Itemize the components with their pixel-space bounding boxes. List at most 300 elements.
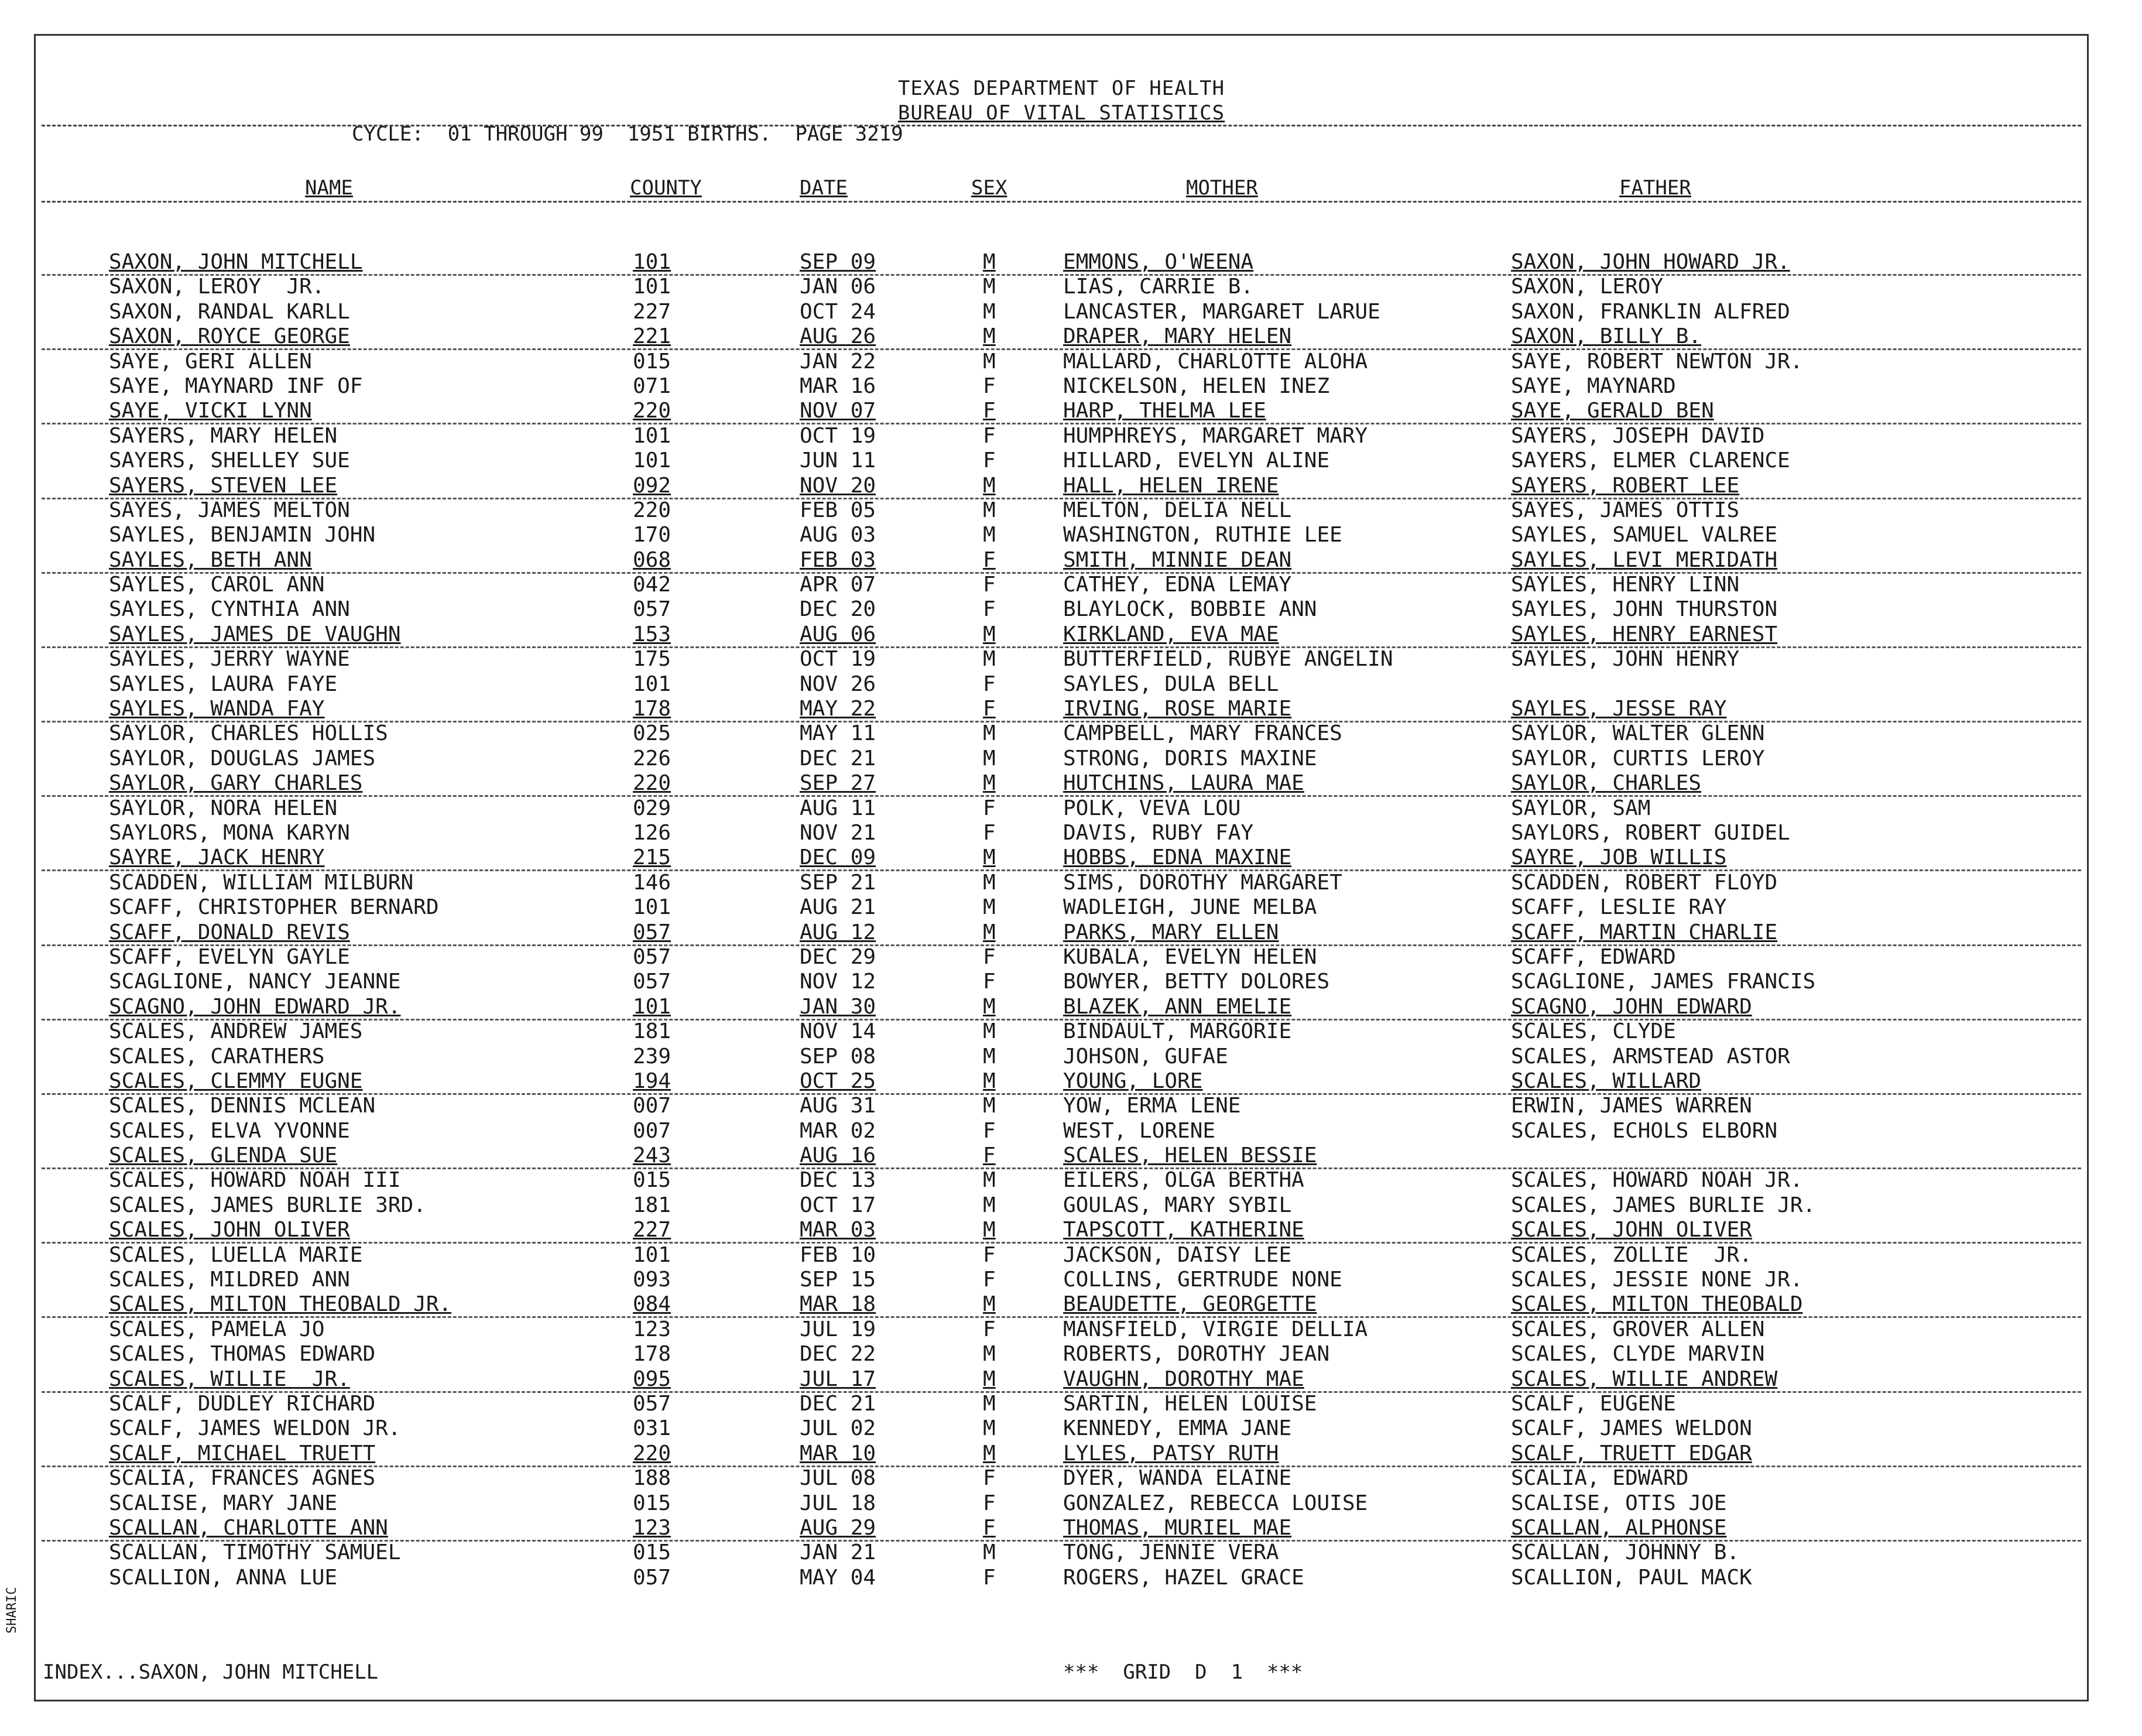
cell-name: SAYERS, SHELLEY SUE <box>109 448 350 473</box>
cell-name: SAYLOR, DOUGLAS JAMES <box>109 746 376 771</box>
table-row <box>36 771 2087 795</box>
cell-father: SAYE, ROBERT NEWTON JR. <box>1511 349 1803 374</box>
cell-mother: THOMAS, MURIEL MAE <box>1063 1515 1292 1540</box>
cell-county: 178 <box>633 697 671 721</box>
cell-father: SAXON, LEROY <box>1511 275 1664 299</box>
cell-father: SCAGLIONE, JAMES FRANCIS <box>1511 970 1816 994</box>
cell-sex: M <box>983 324 996 349</box>
cell-county: 101 <box>633 423 671 448</box>
cycle-line: CYCLE: 01 THROUGH 99 1951 BIRTHS. PAGE 3219 <box>352 122 903 146</box>
cell-date: SEP 27 <box>800 771 876 796</box>
cell-sex: F <box>983 1268 996 1292</box>
cell-sex: M <box>983 1069 996 1093</box>
table-row <box>36 1217 2087 1242</box>
cell-mother: CAMPBELL, MARY FRANCES <box>1063 721 1342 746</box>
cell-sex: F <box>983 1143 996 1168</box>
cell-date: DEC 29 <box>800 944 876 969</box>
cell-sex: F <box>983 1491 996 1515</box>
table-row <box>36 448 2087 472</box>
table-row <box>36 895 2087 919</box>
cell-date: NOV 20 <box>800 473 876 498</box>
cell-father: SCALF, TRUETT EDGAR <box>1511 1441 1752 1466</box>
cell-sex: M <box>983 771 996 796</box>
cell-county: 227 <box>633 299 671 324</box>
cell-sex: M <box>983 1292 996 1317</box>
cell-sex: M <box>983 1168 996 1193</box>
cell-sex: F <box>983 820 996 845</box>
cell-name: SCAGLIONE, NANCY JEANNE <box>109 970 401 994</box>
table-row <box>36 1044 2087 1069</box>
cell-father: ERWIN, JAMES WARREN <box>1511 1094 1752 1118</box>
cell-mother: SCALES, HELEN BESSIE <box>1063 1143 1317 1168</box>
cell-sex: F <box>983 970 996 994</box>
cell-name: SCALES, ELVA YVONNE <box>109 1118 350 1143</box>
cell-date: OCT 19 <box>800 423 876 448</box>
cell-name: SCALES, MILTON THEOBALD JR. <box>109 1292 452 1317</box>
cell-county: 101 <box>633 994 671 1019</box>
cell-father: SAYLES, SAMUEL VALREE <box>1511 523 1778 547</box>
cell-name: SAYLES, LAURA FAYE <box>109 672 338 696</box>
cell-father: SAYLOR, CHARLES <box>1511 771 1702 796</box>
cell-name: SAYLES, CAROL ANN <box>109 573 325 597</box>
cell-date: JUN 11 <box>800 448 876 473</box>
cell-county: 084 <box>633 1292 671 1317</box>
agency-title: TEXAS DEPARTMENT OF HEALTH <box>897 77 1225 100</box>
cell-sex: F <box>983 573 996 597</box>
cell-sex: M <box>983 870 996 895</box>
table-row <box>36 969 2087 994</box>
cell-county: 057 <box>633 944 671 969</box>
table-row <box>36 1367 2087 1391</box>
cell-father: SAXON, FRANKLIN ALFRED <box>1511 299 1790 324</box>
cell-date: AUG 11 <box>800 796 876 820</box>
cell-sex: M <box>983 1094 996 1118</box>
cell-sex: M <box>983 498 996 522</box>
cell-name: SAYLES, BENJAMIN JOHN <box>109 523 376 547</box>
cell-date: DEC 21 <box>800 746 876 771</box>
cell-name: SAYLOR, NORA HELEN <box>109 796 338 820</box>
cell-father: SAYERS, ROBERT LEE <box>1511 473 1740 498</box>
column-header-divider <box>42 201 2081 203</box>
header-divider <box>42 125 2081 126</box>
column-header-father: FATHER <box>1619 176 1691 200</box>
cell-father: SAYLOR, WALTER GLENN <box>1511 721 1765 746</box>
table-row <box>36 597 2087 621</box>
table-row <box>36 746 2087 771</box>
cell-date: OCT 24 <box>800 299 876 324</box>
cell-county: 071 <box>633 374 671 398</box>
cell-name: SCALES, GLENDA SUE <box>109 1143 338 1168</box>
cell-father: SCALF, JAMES WELDON <box>1511 1416 1752 1441</box>
table-row <box>36 1118 2087 1143</box>
cell-county: 029 <box>633 796 671 820</box>
table-row <box>36 1167 2087 1192</box>
cell-mother: WEST, LORENE <box>1063 1118 1216 1143</box>
cell-mother: SMITH, MINNIE DEAN <box>1063 547 1292 572</box>
cell-county: 239 <box>633 1044 671 1069</box>
cell-county: 015 <box>633 1168 671 1193</box>
cell-mother: STRONG, DORIS MAXINE <box>1063 746 1317 771</box>
cell-county: 146 <box>633 870 671 895</box>
table-row <box>36 1416 2087 1440</box>
cell-sex: F <box>983 1565 996 1590</box>
cell-mother: KENNEDY, EMMA JANE <box>1063 1416 1292 1441</box>
cell-father: SCALIA, EDWARD <box>1511 1466 1689 1491</box>
cell-father: SCALES, ZOLLIE JR. <box>1511 1242 1752 1267</box>
cell-date: NOV 07 <box>800 399 876 423</box>
cell-mother: GONZALEZ, REBECCA LOUISE <box>1063 1491 1368 1515</box>
cell-county: 057 <box>633 1391 671 1416</box>
cell-mother: LIAS, CARRIE B. <box>1063 275 1254 299</box>
cell-sex: F <box>983 1317 996 1341</box>
cell-sex: M <box>983 1019 996 1044</box>
cell-sex: M <box>983 647 996 672</box>
cell-date: AUG 06 <box>800 622 876 646</box>
cell-mother: HALL, HELEN IRENE <box>1063 473 1279 498</box>
cell-mother: COLLINS, GERTRUDE NONE <box>1063 1268 1342 1292</box>
cell-county: 068 <box>633 547 671 572</box>
cell-county: 031 <box>633 1416 671 1441</box>
table-row <box>36 1466 2087 1490</box>
column-header-date: DATE <box>800 176 848 200</box>
table-row <box>36 646 2087 671</box>
cell-mother: GOULAS, MARY SYBIL <box>1063 1193 1292 1217</box>
cell-sex: M <box>983 1044 996 1069</box>
table-row <box>36 920 2087 944</box>
table-row <box>36 721 2087 745</box>
grid-footer: *** GRID D 1 *** <box>1063 1660 1303 1684</box>
cell-date: MAR 02 <box>800 1118 876 1143</box>
cell-name: SAXON, RANDAL KARLL <box>109 299 350 324</box>
cell-name: SAYLES, JAMES DE VAUGHN <box>109 622 401 646</box>
column-header-mother: MOTHER <box>1186 176 1258 200</box>
cell-sex: M <box>983 920 996 944</box>
table-row <box>36 1391 2087 1416</box>
cell-sex: M <box>983 299 996 324</box>
cell-sex: F <box>983 547 996 572</box>
cell-name: SAYLES, WANDA FAY <box>109 697 325 721</box>
cell-mother: HUMPHREYS, MARGARET MARY <box>1063 423 1368 448</box>
cell-mother: LANCASTER, MARGARET LARUE <box>1063 299 1380 324</box>
cell-county: 101 <box>633 1242 671 1267</box>
cell-name: SCALF, DUDLEY RICHARD <box>109 1391 376 1416</box>
cell-date: DEC 21 <box>800 1391 876 1416</box>
cell-county: 181 <box>633 1019 671 1044</box>
cell-date: FEB 10 <box>800 1242 876 1267</box>
table-row <box>36 498 2087 522</box>
cell-date: JUL 18 <box>800 1491 876 1515</box>
cell-sex: M <box>983 1416 996 1441</box>
table-row <box>36 1341 2087 1366</box>
cell-sex: M <box>983 1342 996 1367</box>
cell-name: SCALES, CARATHERS <box>109 1044 325 1069</box>
cell-county: 101 <box>633 672 671 696</box>
cell-sex: M <box>983 1367 996 1391</box>
cell-sex: F <box>983 796 996 820</box>
cell-mother: DYER, WANDA ELAINE <box>1063 1466 1292 1491</box>
table-row <box>36 820 2087 845</box>
cell-name: SAXON, JOHN MITCHELL <box>109 250 363 274</box>
table-row <box>36 1515 2087 1540</box>
cell-sex: M <box>983 349 996 374</box>
cell-sex: M <box>983 1218 996 1242</box>
cell-mother: BUTTERFIELD, RUBYE ANGELIN <box>1063 647 1393 672</box>
cell-mother: YOUNG, LORE <box>1063 1069 1203 1093</box>
cell-sex: M <box>983 895 996 920</box>
cell-mother: HARP, THELMA LEE <box>1063 399 1266 423</box>
cell-sex: F <box>983 672 996 696</box>
cell-mother: BEAUDETTE, GEORGETTE <box>1063 1292 1317 1317</box>
cell-father: SAYE, MAYNARD <box>1511 374 1676 398</box>
cell-sex: M <box>983 1540 996 1565</box>
cell-name: SCALES, HOWARD NOAH III <box>109 1168 401 1193</box>
cell-name: SCALF, MICHAEL TRUETT <box>109 1441 376 1466</box>
cell-date: OCT 19 <box>800 647 876 672</box>
cell-sex: M <box>983 1441 996 1466</box>
cell-sex: M <box>983 622 996 646</box>
table-row <box>36 1441 2087 1466</box>
table-row <box>36 473 2087 498</box>
cell-mother: KUBALA, EVELYN HELEN <box>1063 944 1317 969</box>
cell-name: SCALES, ANDREW JAMES <box>109 1019 363 1044</box>
cell-county: 015 <box>633 1540 671 1565</box>
cell-father: SCALES, MILTON THEOBALD <box>1511 1292 1803 1317</box>
table-row <box>36 572 2087 597</box>
cell-name: SCALES, DENNIS MCLEAN <box>109 1094 376 1118</box>
cell-date: JAN 21 <box>800 1540 876 1565</box>
cell-county: 194 <box>633 1069 671 1093</box>
cell-county: 226 <box>633 746 671 771</box>
cell-mother: TONG, JENNIE VERA <box>1063 1540 1279 1565</box>
cell-county: 095 <box>633 1367 671 1391</box>
cell-father: SCALES, CLYDE MARVIN <box>1511 1342 1765 1367</box>
cell-father: SAYRE, JOB WILLIS <box>1511 845 1727 870</box>
cell-county: 101 <box>633 275 671 299</box>
cell-name: SCAGNO, JOHN EDWARD JR. <box>109 994 401 1019</box>
cell-date: JAN 22 <box>800 349 876 374</box>
cell-date: DEC 22 <box>800 1342 876 1367</box>
cell-date: JUL 08 <box>800 1466 876 1491</box>
cell-county: 101 <box>633 250 671 274</box>
table-row <box>36 622 2087 646</box>
cell-county: 153 <box>633 622 671 646</box>
cell-father: SCALISE, OTIS JOE <box>1511 1491 1727 1515</box>
table-row <box>36 547 2087 572</box>
column-header-sex: SEX <box>971 176 1007 200</box>
cell-mother: SIMS, DOROTHY MARGARET <box>1063 870 1342 895</box>
table-row <box>36 994 2087 1019</box>
cell-father: SCALES, JESSIE NONE JR. <box>1511 1268 1803 1292</box>
cell-county: 123 <box>633 1515 671 1540</box>
cell-father: SCALES, JOHN OLIVER <box>1511 1218 1752 1242</box>
cell-sex: M <box>983 275 996 299</box>
cell-mother: BINDAULT, MARGORIE <box>1063 1019 1292 1044</box>
cell-county: 221 <box>633 324 671 349</box>
cell-name: SAYERS, MARY HELEN <box>109 423 338 448</box>
cell-date: MAR 03 <box>800 1218 876 1242</box>
cell-county: 057 <box>633 970 671 994</box>
cell-date: SEP 08 <box>800 1044 876 1069</box>
cell-mother: MELTON, DELIA NELL <box>1063 498 1292 522</box>
cell-mother: JACKSON, DAISY LEE <box>1063 1242 1292 1267</box>
cell-date: AUG 29 <box>800 1515 876 1540</box>
cell-county: 015 <box>633 1491 671 1515</box>
cell-name: SCALES, PAMELA JO <box>109 1317 325 1341</box>
cell-mother: MALLARD, CHARLOTTE ALOHA <box>1063 349 1368 374</box>
cell-sex: F <box>983 1515 996 1540</box>
cell-name: SCALLION, ANNA LUE <box>109 1565 338 1590</box>
cell-sex: F <box>983 1242 996 1267</box>
cell-date: AUG 31 <box>800 1094 876 1118</box>
table-row <box>36 1565 2087 1590</box>
cell-date: JUL 02 <box>800 1416 876 1441</box>
cell-sex: F <box>983 697 996 721</box>
cell-father: SCALLAN, JOHNNY B. <box>1511 1540 1740 1565</box>
cell-name: SCALES, JOHN OLIVER <box>109 1218 350 1242</box>
cell-name: SCALES, THOMAS EDWARD <box>109 1342 376 1367</box>
cell-county: 220 <box>633 1441 671 1466</box>
cell-date: APR 07 <box>800 573 876 597</box>
cell-mother: TAPSCOTT, KATHERINE <box>1063 1218 1304 1242</box>
cell-mother: SARTIN, HELEN LOUISE <box>1063 1391 1317 1416</box>
cell-county: 188 <box>633 1466 671 1491</box>
cell-sex: M <box>983 994 996 1019</box>
cell-mother: HOBBS, EDNA MAXINE <box>1063 845 1292 870</box>
table-row <box>36 1242 2087 1267</box>
table-row <box>36 374 2087 398</box>
cell-date: AUG 16 <box>800 1143 876 1168</box>
cell-date: MAR 18 <box>800 1292 876 1317</box>
cell-mother: ROBERTS, DOROTHY JEAN <box>1063 1342 1330 1367</box>
table-row <box>36 1267 2087 1292</box>
cell-name: SAYLES, CYNTHIA ANN <box>109 597 350 622</box>
cell-county: 215 <box>633 845 671 870</box>
cell-date: SEP 09 <box>800 250 876 274</box>
table-row <box>36 1019 2087 1043</box>
cell-father: SAYLES, JOHN THURSTON <box>1511 597 1778 622</box>
table-row <box>36 944 2087 969</box>
cell-name: SCAFF, CHRISTOPHER BERNARD <box>109 895 439 920</box>
cell-date: SEP 15 <box>800 1268 876 1292</box>
cell-father: SAYE, GERALD BEN <box>1511 399 1714 423</box>
cell-date: AUG 21 <box>800 895 876 920</box>
table-row <box>36 1193 2087 1217</box>
cell-mother: EMMONS, O'WEENA <box>1063 250 1254 274</box>
table-row <box>36 522 2087 547</box>
cell-name: SCALES, JAMES BURLIE 3RD. <box>109 1193 426 1217</box>
cell-county: 015 <box>633 349 671 374</box>
table-row <box>36 398 2087 423</box>
cell-mother: JOHSON, GUFAE <box>1063 1044 1228 1069</box>
cell-father: SAXON, JOHN HOWARD JR. <box>1511 250 1790 274</box>
cell-county: 101 <box>633 895 671 920</box>
cell-mother: HILLARD, EVELYN ALINE <box>1063 448 1330 473</box>
cell-date: DEC 20 <box>800 597 876 622</box>
cell-father: SCALLAN, ALPHONSE <box>1511 1515 1727 1540</box>
cell-father: SAYLORS, ROBERT GUIDEL <box>1511 820 1790 845</box>
cell-county: 243 <box>633 1143 671 1168</box>
cell-county: 175 <box>633 647 671 672</box>
cell-mother: EILERS, OLGA BERTHA <box>1063 1168 1304 1193</box>
table-row <box>36 1143 2087 1167</box>
cell-mother: VAUGHN, DOROTHY MAE <box>1063 1367 1304 1391</box>
cell-sex: M <box>983 746 996 771</box>
cell-sex: F <box>983 1466 996 1491</box>
cell-father: SAYERS, ELMER CLARENCE <box>1511 448 1790 473</box>
cell-sex: F <box>983 448 996 473</box>
cell-mother: CATHEY, EDNA LEMAY <box>1063 573 1292 597</box>
cell-sex: M <box>983 250 996 274</box>
cell-name: SAXON, LEROY JR. <box>109 275 325 299</box>
cell-sex: M <box>983 845 996 870</box>
cell-father: SCALES, GROVER ALLEN <box>1511 1317 1765 1341</box>
cell-county: 227 <box>633 1218 671 1242</box>
cell-sex: F <box>983 374 996 398</box>
cell-date: MAR 16 <box>800 374 876 398</box>
cell-father: SAYERS, JOSEPH DAVID <box>1511 423 1765 448</box>
table-row <box>36 672 2087 696</box>
cell-name: SCALF, JAMES WELDON JR. <box>109 1416 401 1441</box>
cell-father: SAYLES, LEVI MERIDATH <box>1511 547 1778 572</box>
cell-name: SAYE, MAYNARD INF OF <box>109 374 363 398</box>
cell-date: JUL 17 <box>800 1367 876 1391</box>
cell-father: SCAFF, EDWARD <box>1511 944 1676 969</box>
column-header-name: NAME <box>305 176 353 200</box>
cell-name: SCALIA, FRANCES AGNES <box>109 1466 376 1491</box>
cell-name: SAYLES, BETH ANN <box>109 547 312 572</box>
cell-county: 092 <box>633 473 671 498</box>
cell-father: SCALES, JAMES BURLIE JR. <box>1511 1193 1816 1217</box>
cell-mother: MANSFIELD, VIRGIE DELLIA <box>1063 1317 1368 1341</box>
cell-father: SCAFF, MARTIN CHARLIE <box>1511 920 1778 944</box>
table-row <box>36 324 2087 348</box>
cell-mother: SAYLES, DULA BELL <box>1063 672 1279 696</box>
cell-date: NOV 21 <box>800 820 876 845</box>
cell-sex: M <box>983 721 996 746</box>
cell-county: 170 <box>633 523 671 547</box>
cell-date: FEB 03 <box>800 547 876 572</box>
cell-name: SAYERS, STEVEN LEE <box>109 473 338 498</box>
cell-county: 220 <box>633 399 671 423</box>
cell-county: 181 <box>633 1193 671 1217</box>
table-row <box>36 1540 2087 1564</box>
table-row <box>36 870 2087 895</box>
cell-sex: F <box>983 423 996 448</box>
cell-father: SAYLES, JESSE RAY <box>1511 697 1727 721</box>
cell-county: 178 <box>633 1342 671 1367</box>
cell-date: AUG 03 <box>800 523 876 547</box>
cell-county: 220 <box>633 498 671 522</box>
cell-father: SCALF, EUGENE <box>1511 1391 1676 1416</box>
cell-county: 220 <box>633 771 671 796</box>
index-page <box>34 34 2089 1701</box>
side-label: SHARIC <box>5 1587 19 1634</box>
cell-date: JAN 30 <box>800 994 876 1019</box>
cell-mother: BLAZEK, ANN EMELIE <box>1063 994 1292 1019</box>
cell-mother: BOWYER, BETTY DOLORES <box>1063 970 1330 994</box>
table-row <box>36 274 2087 299</box>
cell-date: AUG 26 <box>800 324 876 349</box>
cell-father: SCAGNO, JOHN EDWARD <box>1511 994 1752 1019</box>
cell-date: MAY 04 <box>800 1565 876 1590</box>
cell-county: 123 <box>633 1317 671 1341</box>
cell-father: SAYLES, HENRY LINN <box>1511 573 1740 597</box>
cell-date: DEC 09 <box>800 845 876 870</box>
cell-county: 025 <box>633 721 671 746</box>
cell-sex: F <box>983 399 996 423</box>
cell-date: OCT 25 <box>800 1069 876 1093</box>
cell-sex: M <box>983 523 996 547</box>
